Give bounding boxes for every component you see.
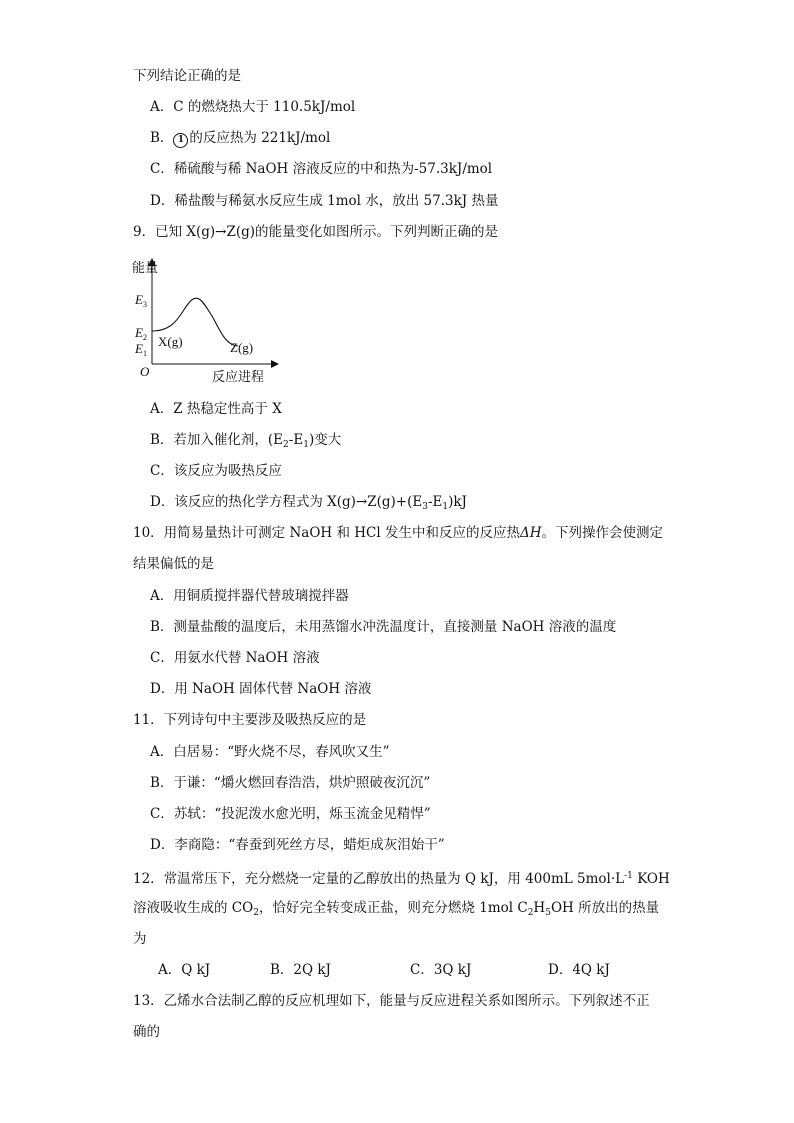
q12-stem-line2 xyxy=(133,899,659,922)
q9-option-b-sub2: 1 xyxy=(303,440,309,450)
q12-line1-part2: KOH xyxy=(632,871,670,887)
q11-option-a[interactable]: A．白居易：“野火烧不尽，春风吹又生” xyxy=(150,744,390,760)
q9-option-c[interactable]: C．该反应为吸热反应 xyxy=(150,463,282,479)
q12-line1-part1: 12．常温常压下，充分燃烧一定量的乙醇放出的热量为 Q kJ，用 400mL 5mol·L xyxy=(133,871,625,887)
q9-option-a[interactable]: A．Z 热稳定性高于 X xyxy=(150,401,282,417)
q10-option-d[interactable]: D．用 NaOH 固体代替 NaOH 溶液 xyxy=(150,681,372,697)
q12-option-a[interactable]: A．Q kJ xyxy=(158,962,211,978)
q10-stem-line2: 结果偏低的是 xyxy=(133,556,214,572)
q9-option-d-part2: -E xyxy=(427,494,443,510)
q11-stem: 11．下列诗句中主要涉及吸热反应的是 xyxy=(133,712,367,728)
q12-line2-part3: H xyxy=(533,900,546,916)
e2-label: $E_2$ xyxy=(135,325,147,342)
q12-line2-part4: OH 所放出的热量 xyxy=(550,900,660,916)
q12-line2-sub3: 5 xyxy=(545,908,551,918)
energy-diagram xyxy=(130,254,280,386)
q12-line2-part1: 溶液吸收生成的 CO xyxy=(133,900,254,916)
reactant-label: X(g) xyxy=(158,334,183,349)
q12-option-b[interactable]: B．2Q kJ xyxy=(270,962,331,978)
q10-stem-part1: 10．用简易量热计可测定 NaOH 和 HCl 发生中和反应的反应热 xyxy=(133,525,520,541)
q8-option-b-prefix: B． xyxy=(150,130,174,146)
q10-option-b[interactable]: B．测量盐酸的温度后，未用蒸馏水冲洗温度计，直接测量 NaOH 溶液的温度 xyxy=(150,619,617,635)
e3-label: $E_3$ xyxy=(135,292,147,309)
q13-stem-line1: 13．乙烯水合法制乙醇的反应机理如下，能量与反应进程关系如图所示。下列叙述不正 xyxy=(133,993,650,1009)
q12-stem-line1 xyxy=(133,867,670,888)
q10-stem-part2: 。下列操作会使测定 xyxy=(541,525,663,541)
q8-option-c[interactable]: C．稀硫酸与稀 NaOH 溶液反应的中和热为-57.3kJ/mol xyxy=(150,161,493,177)
q9-option-d[interactable] xyxy=(150,493,467,516)
q12-stem-line3: 为 xyxy=(133,931,147,947)
y-axis-label xyxy=(132,260,158,275)
q11-option-b[interactable]: B．于谦：“爝火燃回春浩浩，烘炉照破夜沉沉” xyxy=(150,775,431,791)
q11-option-c[interactable]: C．苏轼：“投泥泼水愈光明，烁玉流金见精悍” xyxy=(150,806,431,822)
q12-options-row xyxy=(150,961,650,979)
e1-label: $E_1$ xyxy=(135,341,147,358)
q8-option-a[interactable]: A．C 的燃烧热大于 110.5kJ/mol xyxy=(150,99,356,115)
q9-option-d-part1: D．该反应的热化学方程式为 X(g)→Z(g)+(E xyxy=(150,494,423,510)
q8-option-b[interactable] xyxy=(150,129,330,148)
q13-stem-line2: 确的 xyxy=(133,1024,160,1040)
q9-option-b-part2: -E xyxy=(288,432,304,448)
q9-option-b-part1: B．若加入催化剂，(E xyxy=(150,432,284,448)
q8-stem: 下列结论正确的是 xyxy=(133,68,241,84)
q12-line1-sup: -1 xyxy=(624,871,633,881)
origin-label: O xyxy=(140,364,150,379)
q10-stem-line1 xyxy=(133,524,663,542)
q12-line2-sub2: 2 xyxy=(527,908,534,918)
q9-option-d-part3: )kJ xyxy=(448,494,467,510)
y-axis-label-text: 能量 xyxy=(132,260,159,275)
q11-option-d[interactable]: D．李商隐：“春蚕到死丝方尽，蜡炬成灰泪始干” xyxy=(150,837,445,853)
q9-option-d-sub1: 3 xyxy=(422,502,428,512)
q10-option-c[interactable]: C．用氨水代替 NaOH 溶液 xyxy=(150,650,320,666)
q10-option-a[interactable]: A．用铜质搅拌器代替玻璃搅拌器 xyxy=(150,588,349,604)
q12-line2-part2: ，恰好完全转变成正盐，则充分燃烧 1mol C xyxy=(258,900,528,916)
product-label: Z(g) xyxy=(230,340,254,355)
q12-option-c[interactable]: C．3Q kJ xyxy=(410,962,472,978)
q12-line2-sub1: 2 xyxy=(253,908,259,918)
q9-option-b-sub1: 2 xyxy=(283,440,289,450)
x-axis-label: 反应进程 xyxy=(212,369,265,384)
q9-stem: 9．已知 X(g)→Z(g)的能量变化如图所示。下列判断正确的是 xyxy=(133,224,499,240)
q8-option-d[interactable]: D．稀盐酸与稀氨水反应生成 1mol 水，放出 57.3kJ 热量 xyxy=(150,193,499,209)
circled-number-icon: 1 xyxy=(173,133,188,148)
q9-option-d-sub2: 1 xyxy=(442,502,449,512)
q9-option-b-part3: )变大 xyxy=(308,432,342,448)
q12-option-d[interactable]: D．4Q kJ xyxy=(548,962,610,978)
delta-h-symbol: ΔH xyxy=(519,525,542,541)
q9-option-b[interactable] xyxy=(150,431,341,454)
q8-option-b-text: 的反应热为 221kJ/mol xyxy=(189,130,331,146)
